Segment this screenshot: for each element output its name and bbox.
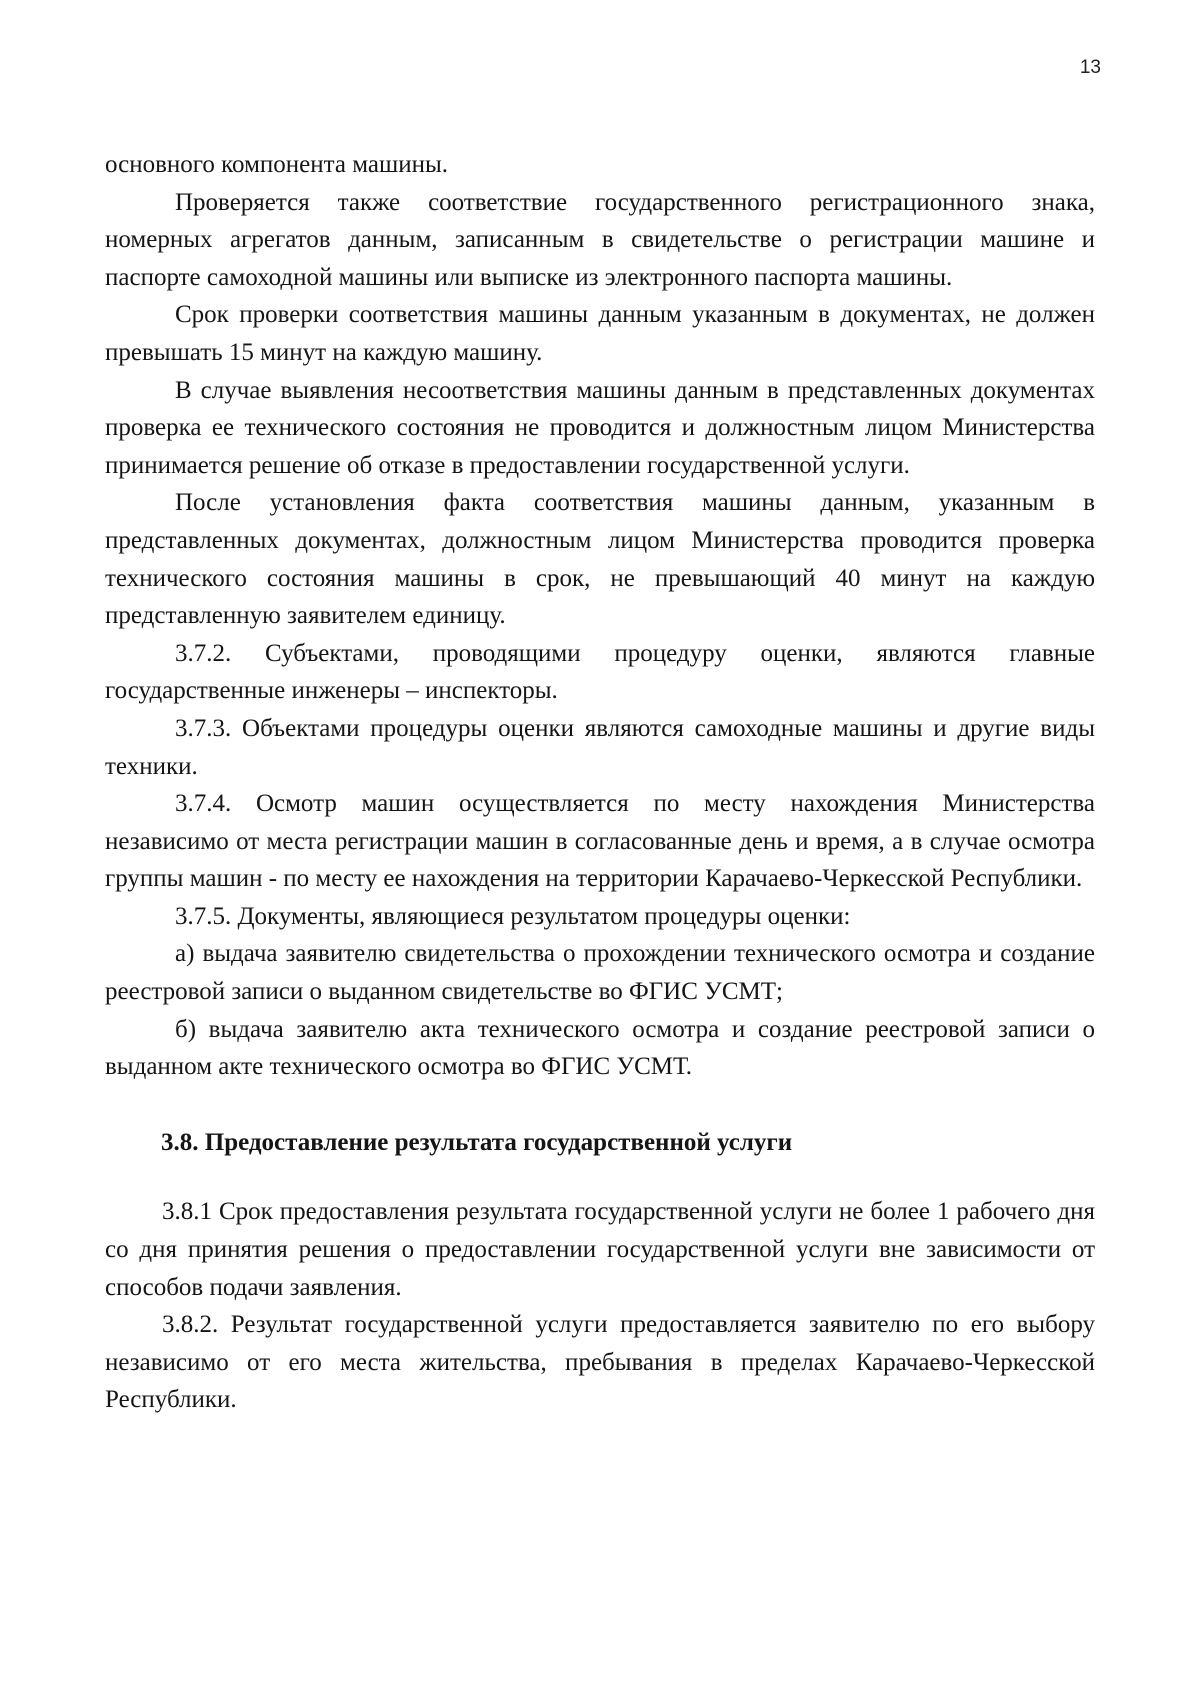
paragraph: 3.8.1 Срок предоставления результата государственной услуги не более 1 рабочего дня со дня принятия решения о предоставлении государственной услуги вне зависимости от способов подачи заявления. — [105, 1198, 1095, 1301]
paragraph: 3.7.2. Субъектами, проводящими процедуру оценки, являются главные государственные инженеры – инспекторы. — [105, 639, 1095, 705]
document-body — [105, 146, 1095, 1419]
paragraph: 3.7.5. Документы, являющиеся результатом процедуры оценки: — [175, 902, 851, 930]
paragraph: б) выдача заявителю акта технического осмотра и создание реестровой записи о выданном акте технического осмотра во ФГИС УСМТ. — [105, 1015, 1095, 1081]
section-body — [105, 1193, 1095, 1419]
paragraph: 3.8.2. Результат государственной услуги предоставляется заявителю по его выбору независимо от его места жительства, пребывания в пределах Карачаево-Черкесской Республики. — [105, 1311, 1095, 1414]
paragraph: а) выдача заявителю свидетельства о прохождении технического осмотра и создание реестровой записи о выданном свидетельстве во ФГИС УСМТ; — [105, 940, 1095, 1006]
paragraph: Проверяется также соответствие государственного регистрационного знака, номерных агрегатов данным, записанным в свидетельстве о регистрации машине и паспорте самоходной машины или выписке из электронного паспорта машины. — [105, 188, 1095, 291]
paragraph: 3.7.4. Осмотр машин осуществляется по месту нахождения Министерства независимо от места регистрации машин в согласованные день и время, а в случае осмотра группы машин - по месту ее нахождения на территории Карачаево-Черкесской Республики. — [105, 790, 1095, 893]
paragraph: основного компонента машины. — [105, 151, 448, 178]
paragraph: После установления факта соответствия машины данным, указанным в представленных документах, должностным лицом Министерства проводится проверка технического состояния машины в срок, не превышающий 40 минут на каждую представленную заявителем единицу. — [105, 489, 1095, 630]
paragraph: В случае выявления несоответствия машины данным в представленных документах проверка ее технического состояния не проводится и должностным лицом Министерства принимается решение об отказе в предоставлении государственной услуги. — [105, 376, 1095, 479]
paragraph: Срок проверки соответствия машины данным указанным в документах, не должен превышать 15 минут на каждую машину. — [105, 301, 1095, 366]
section-heading: 3.8. Предоставление результата государственной услуги — [161, 1128, 793, 1156]
paragraph: 3.7.3. Объектами процедуры оценки являются самоходные машины и другие виды техники. — [105, 714, 1095, 780]
page-number: 13 — [1079, 57, 1101, 78]
